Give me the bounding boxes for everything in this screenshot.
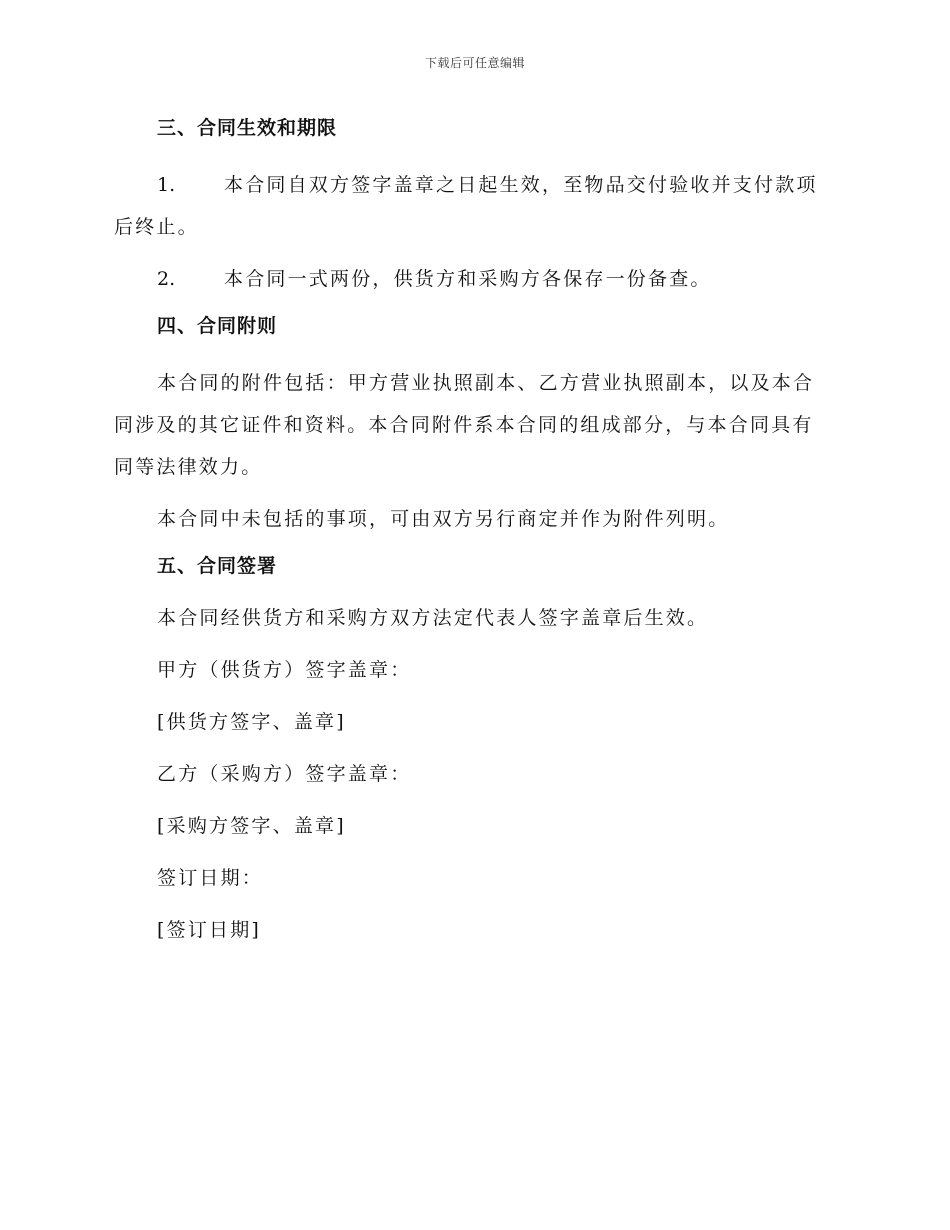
item-1-number: 1. bbox=[157, 174, 176, 196]
section-5-title: 五、合同签署 bbox=[157, 555, 278, 577]
section-4-paragraph-2: 本合同中未包括的事项，可由双方另行商定并作为附件列明。 bbox=[157, 508, 730, 530]
section-3-item-1 bbox=[114, 164, 834, 248]
party-a-signature-placeholder: [供货方签字、盖章] bbox=[157, 711, 346, 733]
party-b-signature-placeholder: [采购方签字、盖章] bbox=[157, 815, 346, 837]
document-body bbox=[114, 112, 834, 966]
section-3-title: 三、合同生效和期限 bbox=[157, 117, 338, 139]
section-5-paragraph-1: 本合同经供货方和采购方双方法定代表人签字盖章后生效。 bbox=[157, 607, 709, 629]
party-b-label: 乙方（采购方）签字盖章： bbox=[157, 763, 412, 785]
section-3-item-2 bbox=[114, 258, 834, 300]
sign-date-label: 签订日期： bbox=[157, 867, 264, 889]
item-2-number: 2. bbox=[157, 268, 176, 290]
item-1-text: 本合同自双方签字盖章之日起生效，至物品交付验收并支付款项后终止。 bbox=[114, 174, 818, 238]
page-header: 下载后可任意编辑 bbox=[424, 56, 525, 70]
sign-date-placeholder: [签订日期] bbox=[157, 919, 262, 941]
item-2-text: 本合同一式两份，供货方和采购方各保存一份备查。 bbox=[224, 268, 712, 290]
section-4-paragraph-1: 本合同的附件包括：甲方营业执照副本、乙方营业执照副本，以及本合同涉及的其它证件和资料。本合同附件系本合同的组成部分，与本合同具有同等法律效力。 bbox=[114, 372, 815, 478]
party-a-label: 甲方（供货方）签字盖章： bbox=[157, 659, 412, 681]
section-4-title: 四、合同附则 bbox=[157, 315, 278, 337]
